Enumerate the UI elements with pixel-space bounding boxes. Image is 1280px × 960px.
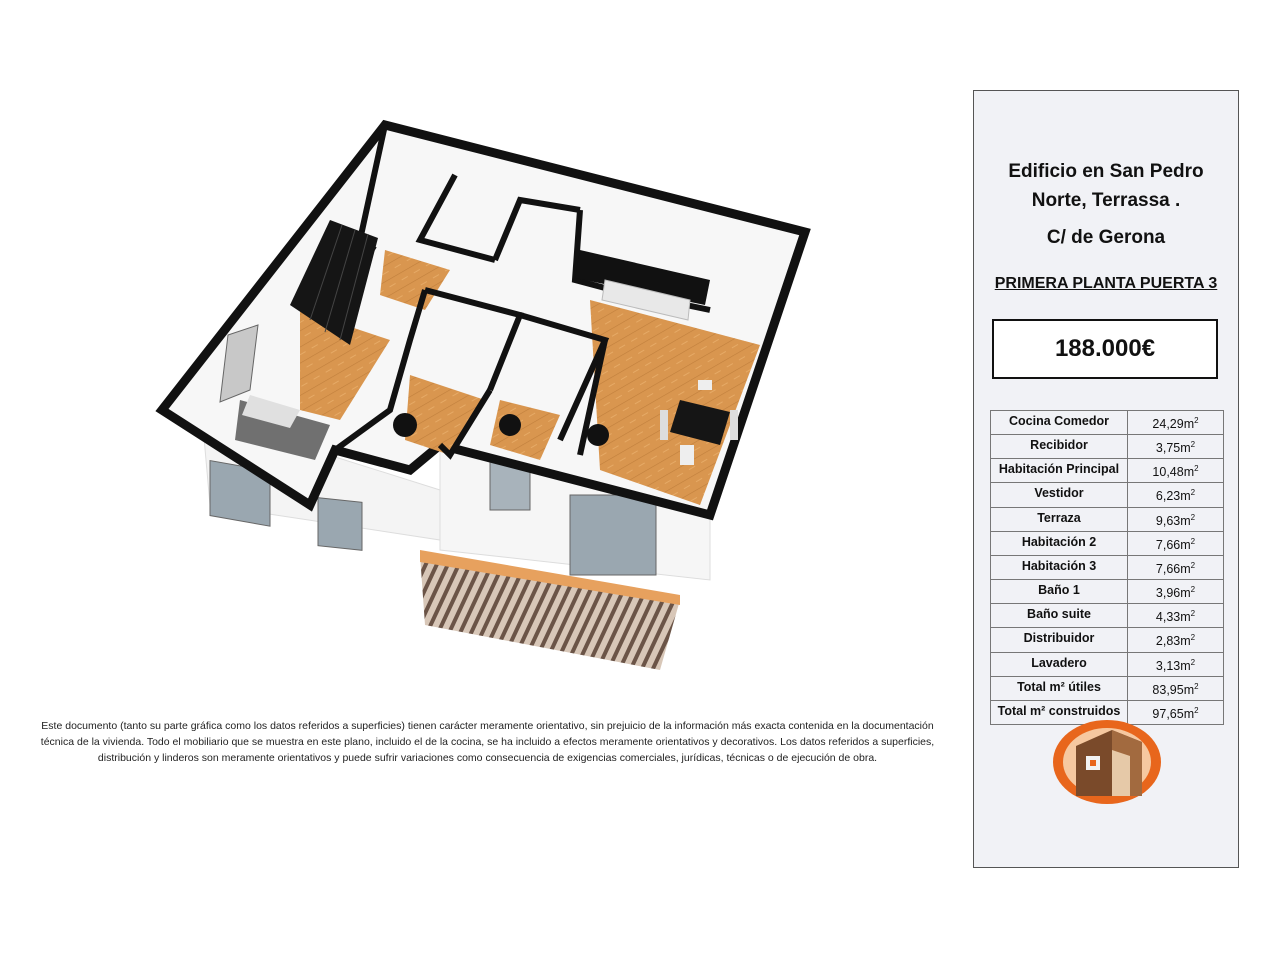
room-area — [1128, 652, 1224, 676]
area-value: 97,65m — [1152, 707, 1195, 722]
area-value: 3,96m — [1155, 586, 1191, 601]
room-name: Distribuidor — [991, 628, 1128, 652]
area-unit-exponent: 2 — [1190, 440, 1196, 450]
room-area — [1128, 459, 1224, 483]
area-value: 24,29m — [1152, 417, 1195, 432]
table-row — [991, 435, 1224, 459]
room-name: Habitación 3 — [991, 555, 1128, 579]
table-row — [991, 580, 1224, 604]
table-row — [991, 652, 1224, 676]
area-value: 3,75m — [1155, 441, 1191, 456]
area-unit-exponent: 2 — [1190, 536, 1196, 546]
area-unit-exponent: 2 — [1194, 705, 1199, 715]
building-title — [974, 157, 1238, 252]
room-area — [1128, 507, 1224, 531]
table-row — [991, 459, 1224, 483]
area-unit-exponent: 2 — [1190, 609, 1196, 619]
table-row — [991, 411, 1224, 435]
room-name: Total m² construidos — [991, 700, 1128, 724]
room-name: Total m² útiles — [991, 676, 1128, 700]
areas-table — [990, 410, 1224, 725]
area-unit-exponent: 2 — [1194, 681, 1199, 691]
area-unit-exponent: 2 — [1190, 633, 1196, 643]
room-name: Baño 1 — [991, 580, 1128, 604]
street-name: C/ de Gerona — [1046, 227, 1166, 248]
room-name: Terraza — [991, 507, 1128, 531]
area-value: 83,95m — [1152, 682, 1195, 697]
area-unit-exponent: 2 — [1194, 464, 1199, 474]
area-unit-exponent: 2 — [1194, 416, 1199, 425]
area-value: 9,63m — [1155, 513, 1191, 528]
info-panel — [973, 90, 1239, 868]
table-row — [991, 628, 1224, 652]
title-line-2: Norte, Terrassa . — [1031, 190, 1181, 211]
title-line-1: Edificio en San Pedro — [1008, 161, 1204, 182]
room-area — [1128, 411, 1224, 435]
price-box: 188.000€ — [992, 319, 1218, 379]
room-name: Lavadero — [991, 652, 1128, 676]
room-area — [1128, 676, 1224, 700]
room-name: Habitación 2 — [991, 531, 1128, 555]
house-logo-icon — [1050, 716, 1164, 808]
table-row — [991, 531, 1224, 555]
disclaimer-text: Este documento (tanto su parte gráfica como los datos referidos a superficies) tienen carácter meramente orientativo, sin prejuicio de la información más exacta contenida en la documentación técnica de la vivienda. Todo el mobiliario que se muestra en este plano, incluido el de la cocina, se ha incluido a efectos meramente orientativos y decorativos. Los datos referidos a superficies, distribución y linderos son meramente orientativos y puede sufrir variaciones como consecuencia de exigencias comerciales, jurídicas, técnicas o de ejecución de obra. — [40, 720, 935, 764]
room-name: Cocina Comedor — [991, 411, 1128, 435]
area-unit-exponent: 2 — [1190, 488, 1196, 498]
area-value: 3,13m — [1155, 658, 1191, 673]
room-name: Habitación Principal — [991, 459, 1128, 483]
room-name: Recibidor — [991, 435, 1128, 459]
area-value: 7,66m — [1155, 562, 1191, 577]
floorplan-3d-illustration — [150, 110, 830, 680]
room-area — [1128, 628, 1224, 652]
room-area — [1128, 580, 1224, 604]
area-value: 6,23m — [1155, 489, 1191, 504]
table-row — [991, 483, 1224, 507]
table-row — [991, 507, 1224, 531]
area-unit-exponent: 2 — [1190, 560, 1196, 570]
room-name: Vestidor — [991, 483, 1128, 507]
floor-door-label: PRIMERA PLANTA PUERTA 3 — [994, 275, 1218, 292]
table-row — [991, 555, 1224, 579]
area-unit-exponent: 2 — [1190, 657, 1196, 667]
area-value: 10,48m — [1152, 465, 1195, 480]
area-unit-exponent: 2 — [1190, 585, 1196, 595]
room-area — [1128, 604, 1224, 628]
table-row — [991, 676, 1224, 700]
room-area — [1128, 435, 1224, 459]
room-area — [1128, 555, 1224, 579]
room-area — [1128, 483, 1224, 507]
area-value: 2,83m — [1155, 634, 1191, 649]
room-area — [1128, 531, 1224, 555]
area-value: 7,66m — [1155, 537, 1191, 552]
table-row — [991, 604, 1224, 628]
area-value: 4,33m — [1155, 610, 1191, 625]
room-name: Baño suite — [991, 604, 1128, 628]
area-unit-exponent: 2 — [1190, 512, 1196, 522]
